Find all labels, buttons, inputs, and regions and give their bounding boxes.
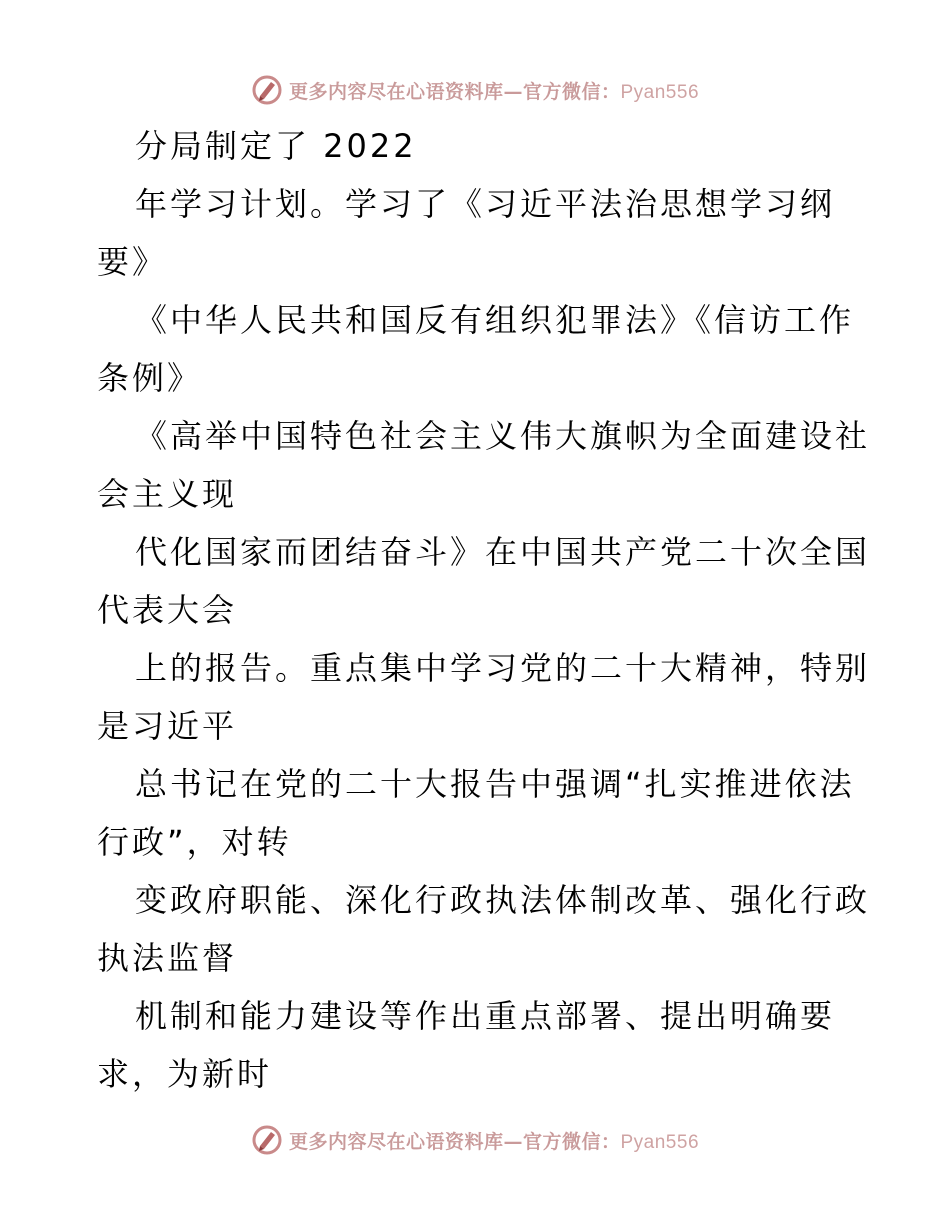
body-line: 分局制定了 2022 [135,127,417,165]
body-line: 条例》 [97,359,203,397]
pen-logo-icon [251,1124,283,1156]
watermark-text: 更多内容尽在心语资料库—官方微信：Pyan556 [288,80,700,103]
body-line: 机制和能力建设等作出重点部署、提出明确要 [135,997,836,1035]
body-line: 总书记在党的二十大报告中强调“扎实推进依法 [135,765,855,803]
body-line: 是习近平 [97,707,238,745]
body-text [97,117,877,1103]
body-line: 行政”，对转 [97,823,292,861]
watermark-handle: Pyan556 [620,81,700,103]
body-line: 代表大会 [97,591,238,629]
body-line: 要》 [97,243,168,281]
body-line: 年学习计划。学习了《习近平法治思想学习纲 [135,185,836,223]
watermark-text: 更多内容尽在心语资料库—官方微信：Pyan556 [288,1130,700,1153]
body-line: 《高举中国特色社会主义伟大旗帜为全面建设社 [135,417,871,455]
body-line: 会主义现 [97,475,238,513]
body-line: 执法监督 [97,939,238,977]
body-line: 求，为新时 [97,1055,273,1093]
body-line: 《中华人民共和国反有组织犯罪法》《信访工作 [135,301,855,339]
body-line: 上的报告。重点集中学习党的二十大精神，特别 [135,649,871,687]
pen-logo-icon [251,74,283,106]
header-watermark [0,70,950,110]
body-line: 代化国家而团结奋斗》在中国共产党二十次全国 [135,533,871,571]
body-line: 变政府职能、深化行政执法体制改革、强化行政 [135,881,871,919]
footer-watermark [0,1120,950,1160]
watermark-handle: Pyan556 [620,1131,700,1153]
